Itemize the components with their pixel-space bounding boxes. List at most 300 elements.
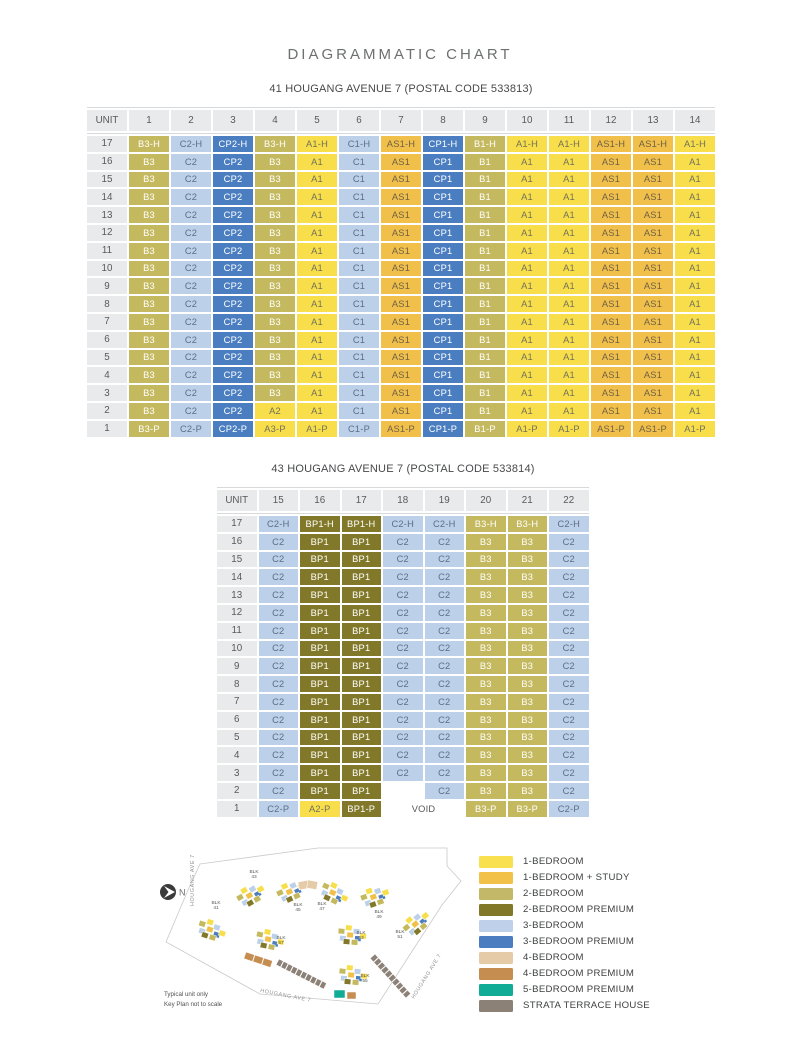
unit-cell: BP1	[300, 765, 340, 781]
unit-cell: AS1	[633, 296, 673, 312]
unit-cell: B1	[465, 207, 505, 223]
unit-cell: B3	[129, 367, 169, 383]
unit-cell: AS1-P	[591, 421, 631, 437]
block-label: BLK 43	[249, 870, 259, 881]
unit-cell: B3	[466, 587, 506, 603]
block-label: BLK 57	[276, 936, 286, 947]
legend-label: 3-BEDROOM	[523, 920, 584, 932]
legend-swatch	[479, 904, 513, 916]
unit-cell: C2	[171, 296, 211, 312]
row-label: 5	[87, 350, 127, 366]
unit-cell: AS1	[633, 385, 673, 401]
unit-cell: A1	[507, 154, 547, 170]
unit-cell: A1	[675, 332, 715, 348]
legend-label: 3-BEDROOM PREMIUM	[523, 936, 635, 948]
legend-item	[479, 968, 650, 980]
unit-cell: B1-H	[465, 136, 505, 152]
legend-item	[479, 888, 650, 900]
unit-cell: BP1	[300, 694, 340, 710]
unit-cell: A1	[675, 367, 715, 383]
unit-cell: B3	[508, 623, 548, 639]
unit-cell: BP1	[300, 534, 340, 550]
unit-cell: C1	[339, 189, 379, 205]
block-label: BLK 41	[211, 901, 221, 912]
unit-cell: B3	[466, 747, 506, 763]
unit-cell: AS1	[381, 154, 421, 170]
unit-cell: BP1-P	[342, 801, 382, 817]
unit-cell: C2	[171, 403, 211, 419]
unit-cell: VOID	[383, 801, 464, 817]
column-header: 4	[255, 110, 295, 131]
unit-cell: B1	[465, 225, 505, 241]
unit-cell: C2-P	[549, 801, 589, 817]
legend-item	[479, 1000, 650, 1012]
legend-swatch	[479, 1000, 513, 1012]
unit-cell: A1	[297, 225, 337, 241]
row-label: 14	[87, 189, 127, 205]
unit-cell: C2	[383, 587, 423, 603]
unit-cell: A1	[675, 207, 715, 223]
unit-cell: B3-H	[466, 516, 506, 532]
road-label: HOUGANG AVE 7	[190, 854, 196, 906]
unit-cell: B3	[129, 332, 169, 348]
unit-cell: C2	[259, 658, 299, 674]
row-label: 7	[87, 314, 127, 330]
unit-cell: A1	[297, 367, 337, 383]
unit-cell: B3	[466, 534, 506, 550]
unit-cell: B1	[465, 332, 505, 348]
legend-swatch	[479, 952, 513, 964]
unit-cell: C2	[549, 587, 589, 603]
north-arrow-icon	[160, 884, 186, 900]
unit-cell: AS1	[381, 350, 421, 366]
unit-cell: B3	[508, 641, 548, 657]
legend-swatch	[479, 936, 513, 948]
unit-cell: C2	[383, 569, 423, 585]
unit-cell: A1	[297, 207, 337, 223]
unit-cell: A1	[675, 172, 715, 188]
column-header: 6	[339, 110, 379, 131]
legend-label: 4-BEDROOM PREMIUM	[523, 968, 635, 980]
unit-cell: AS1	[633, 172, 673, 188]
unit-cell: A1	[507, 278, 547, 294]
unit-cell: A1	[297, 332, 337, 348]
unit-cell: A1	[297, 189, 337, 205]
row-label: 17	[217, 516, 257, 532]
unit-cell: C2	[383, 605, 423, 621]
unit-cell: B3	[508, 569, 548, 585]
unit-cell: AS1	[381, 172, 421, 188]
unit-cell: C2	[171, 314, 211, 330]
unit-cell: B1	[465, 261, 505, 277]
row-label: 15	[217, 552, 257, 568]
unit-cell: B3	[255, 278, 295, 294]
unit-cell: B3	[129, 296, 169, 312]
unit-cell: C2	[171, 278, 211, 294]
unit-cell: BP1	[342, 552, 382, 568]
unit-cell: B1	[465, 154, 505, 170]
unit-cell: CP2	[213, 261, 253, 277]
column-header: 1	[129, 110, 169, 131]
unit-cell: BP1	[300, 641, 340, 657]
row-label: 15	[87, 172, 127, 188]
unit-cell: C2	[549, 694, 589, 710]
unit-cell: C2	[171, 207, 211, 223]
unit-cell: B3	[255, 207, 295, 223]
unit-cell: C2	[171, 385, 211, 401]
unit-cell: C2	[171, 154, 211, 170]
unit-cell: CP2	[213, 278, 253, 294]
unit-cell: BP1	[342, 658, 382, 674]
unit-cell: CP2	[213, 314, 253, 330]
unit-cell: AS1	[633, 261, 673, 277]
unit-cell: B3-H	[255, 136, 295, 152]
unit-cell: A1	[507, 261, 547, 277]
unit-cell: B3	[508, 694, 548, 710]
legend-label: 1-BEDROOM	[523, 856, 584, 868]
row-label: 8	[217, 676, 257, 692]
unit-cell: B3	[129, 207, 169, 223]
unit-cell: C2-P	[259, 801, 299, 817]
unit-cell: A1	[507, 314, 547, 330]
legend-item	[479, 904, 650, 916]
unit-cell: C2	[259, 587, 299, 603]
legend-label: 5-BEDROOM PREMIUM	[523, 984, 635, 996]
unit-cell: BP1	[300, 747, 340, 763]
unit-cell: AS1	[633, 243, 673, 259]
block-label: BLK 49	[374, 910, 384, 921]
unit-cell: CP1	[423, 172, 463, 188]
unit-cell: AS1	[591, 403, 631, 419]
road-label: HOUGANG AVE 7	[410, 952, 444, 1001]
unit-cell: C2	[259, 765, 299, 781]
unit-cell: C2	[425, 765, 465, 781]
unit-cell: BP1	[300, 605, 340, 621]
unit-cell: A1	[675, 154, 715, 170]
unit-cell: CP1	[423, 207, 463, 223]
unit-cell: A1	[297, 403, 337, 419]
unit-cell: BP1	[342, 534, 382, 550]
row-label: 3	[217, 765, 257, 781]
unit-cell: B3	[508, 765, 548, 781]
unit-cell: BP1	[342, 676, 382, 692]
unit-cell: B3	[255, 261, 295, 277]
unit-cell: AS1	[381, 314, 421, 330]
unit-cell: C2	[259, 783, 299, 799]
legend-swatch	[479, 872, 513, 884]
unit-cell: BP1	[300, 676, 340, 692]
unit-cell: A3-P	[255, 421, 295, 437]
unit-cell: C2	[259, 712, 299, 728]
unit-cell: B3	[466, 658, 506, 674]
unit-cell: C2	[383, 712, 423, 728]
unit-cell: A1	[549, 350, 589, 366]
unit-cell: A1	[297, 278, 337, 294]
unit-cell: A1	[675, 243, 715, 259]
unit-cell: C2	[549, 730, 589, 746]
unit-cell: C2	[425, 623, 465, 639]
unit-cell: B3	[466, 676, 506, 692]
table-41-title: 41 HOUGANG AVENUE 7 (POSTAL CODE 533813)	[269, 83, 533, 95]
row-label: 2	[87, 403, 127, 419]
unit-cell: A1	[507, 225, 547, 241]
unit-cell: A1	[549, 261, 589, 277]
legend	[479, 856, 650, 1016]
legend-item	[479, 984, 650, 996]
unit-cell: B1	[465, 350, 505, 366]
unit-cell: C1	[339, 261, 379, 277]
unit-cell: A1	[549, 189, 589, 205]
unit-cell: A1	[507, 385, 547, 401]
block-label: BLK 53	[356, 931, 366, 942]
unit-cell: C2	[425, 694, 465, 710]
unit-cell: B3	[466, 694, 506, 710]
row-label: 16	[87, 154, 127, 170]
unit-cell: C1	[339, 207, 379, 223]
row-label: 12	[217, 605, 257, 621]
column-header: 15	[259, 490, 299, 511]
unit-cell: AS1	[381, 225, 421, 241]
legend-item	[479, 952, 650, 964]
unit-cell: C2	[259, 569, 299, 585]
unit-cell: C2	[171, 172, 211, 188]
unit-cell: B3	[255, 189, 295, 205]
unit-cell: B3	[129, 225, 169, 241]
unit-cell: C2	[171, 350, 211, 366]
unit-cell: A1	[549, 172, 589, 188]
unit-cell: A1	[675, 314, 715, 330]
unit-cell: A1	[675, 350, 715, 366]
legend-label: 4-BEDROOM	[523, 952, 584, 964]
unit-cell: B1	[465, 243, 505, 259]
unit-cell: C1	[339, 154, 379, 170]
column-header: 8	[423, 110, 463, 131]
unit-cell: A1-H	[675, 136, 715, 152]
column-header: 2	[171, 110, 211, 131]
unit-cell: C2	[549, 747, 589, 763]
unit-cell: BP1	[300, 569, 340, 585]
unit-cell: C1	[339, 172, 379, 188]
unit-cell: AS1	[591, 314, 631, 330]
unit-cell: C2-H	[259, 516, 299, 532]
row-label: 17	[87, 136, 127, 152]
unit-cell: C2	[171, 243, 211, 259]
column-header: 12	[591, 110, 631, 131]
unit-cell: B1	[465, 403, 505, 419]
unit-cell: AS1	[633, 350, 673, 366]
unit-cell: A1-P	[297, 421, 337, 437]
unit-cell: CP1	[423, 314, 463, 330]
unit-cell: A1	[297, 296, 337, 312]
row-label: 12	[87, 225, 127, 241]
legend-item	[479, 936, 650, 948]
unit-cell: A1	[507, 189, 547, 205]
table-43-header-row	[217, 487, 589, 511]
unit-cell: AS1-P	[633, 421, 673, 437]
row-label: 1	[87, 421, 127, 437]
unit-cell: A1	[549, 296, 589, 312]
unit-cell: AS1-H	[381, 136, 421, 152]
page-title: DIAGRAMMATIC CHART	[287, 46, 513, 63]
column-header: 21	[508, 490, 548, 511]
unit-cell: AS1	[591, 189, 631, 205]
legend-label: 1-BEDROOM + STUDY	[523, 872, 630, 884]
row-label: 11	[87, 243, 127, 259]
row-label: 3	[87, 385, 127, 401]
unit-cell: B3-P	[129, 421, 169, 437]
unit-cell: BP1	[342, 569, 382, 585]
unit-cell: CP2	[213, 403, 253, 419]
unit-cell: A1	[549, 332, 589, 348]
unit-cell: CP2	[213, 296, 253, 312]
unit-cell: C2	[425, 587, 465, 603]
unit-cell: CP1-P	[423, 421, 463, 437]
unit-cell: AS1-H	[633, 136, 673, 152]
unit-cell: C1-H	[339, 136, 379, 152]
unit-cell: C2	[425, 658, 465, 674]
unit-cell: B3	[255, 225, 295, 241]
unit-cell: B1	[465, 296, 505, 312]
unit-cell: C2	[549, 765, 589, 781]
unit-cell: CP2	[213, 154, 253, 170]
unit-cell: AS1	[633, 207, 673, 223]
unit-cell: A1	[549, 207, 589, 223]
unit-cell: AS1	[381, 385, 421, 401]
legend-item	[479, 920, 650, 932]
unit-cell: C2	[549, 676, 589, 692]
unit-cell: CP1	[423, 403, 463, 419]
unit-cell: B3	[255, 314, 295, 330]
unit-cell: C1	[339, 367, 379, 383]
unit-cell: CP1	[423, 367, 463, 383]
unit-cell: C2	[383, 534, 423, 550]
legend-swatch	[479, 920, 513, 932]
legend-item	[479, 856, 650, 868]
legend-swatch	[479, 968, 513, 980]
unit-cell: A1	[675, 403, 715, 419]
unit-cell: B3	[508, 587, 548, 603]
unit-cell: AS1	[381, 243, 421, 259]
unit-header-cell: UNIT	[217, 490, 257, 511]
unit-cell: B3	[466, 569, 506, 585]
unit-cell	[383, 783, 423, 799]
unit-cell: AS1	[633, 332, 673, 348]
unit-cell: C2	[383, 747, 423, 763]
unit-cell: AS1	[591, 154, 631, 170]
unit-cell: C2	[425, 605, 465, 621]
unit-cell: B3	[129, 350, 169, 366]
unit-cell: B3	[466, 730, 506, 746]
unit-cell: A1	[675, 278, 715, 294]
unit-cell: CP1	[423, 189, 463, 205]
unit-cell: C1-P	[339, 421, 379, 437]
unit-cell: C2	[259, 605, 299, 621]
keyplan-note: Typical unit only	[164, 991, 209, 998]
table-41-body	[87, 133, 715, 437]
row-label: 6	[87, 332, 127, 348]
unit-cell: CP1	[423, 225, 463, 241]
keyplan-accent-block	[307, 880, 318, 890]
column-header: 5	[297, 110, 337, 131]
table-43-title: 43 HOUGANG AVENUE 7 (POSTAL CODE 533814)	[271, 463, 535, 475]
row-label: 10	[217, 641, 257, 657]
unit-cell: C2	[171, 332, 211, 348]
unit-cell: AS1	[381, 367, 421, 383]
block-label: BLK 55	[360, 974, 370, 985]
unit-cell: B3	[466, 623, 506, 639]
road-label: HOUGANG AVE 7	[259, 988, 312, 1004]
unit-cell: A1	[507, 332, 547, 348]
unit-cell: C2	[549, 605, 589, 621]
unit-cell: AS1	[381, 403, 421, 419]
unit-cell: BP1	[300, 552, 340, 568]
unit-cell: C2	[259, 676, 299, 692]
column-header: 16	[300, 490, 340, 511]
unit-cell: A1	[549, 314, 589, 330]
unit-cell: A1	[297, 350, 337, 366]
unit-cell: C2	[425, 534, 465, 550]
row-label: 9	[87, 278, 127, 294]
unit-cell: C2-H	[171, 136, 211, 152]
unit-cell: B3	[129, 189, 169, 205]
unit-cell: BP1	[300, 712, 340, 728]
row-label: 5	[217, 730, 257, 746]
unit-cell: B3	[466, 783, 506, 799]
row-label: 4	[87, 367, 127, 383]
unit-cell: C2	[549, 783, 589, 799]
unit-cell: A1	[507, 172, 547, 188]
legend-label: 2-BEDROOM PREMIUM	[523, 904, 635, 916]
legend-item	[479, 872, 650, 884]
unit-cell: CP2	[213, 350, 253, 366]
unit-cell: A1-P	[507, 421, 547, 437]
unit-cell: C2	[425, 730, 465, 746]
unit-cell: B3	[508, 712, 548, 728]
unit-cell: C2	[171, 261, 211, 277]
unit-cell: BP1	[342, 783, 382, 799]
unit-cell: CP2	[213, 172, 253, 188]
column-header: 19	[425, 490, 465, 511]
unit-cell: A1	[675, 296, 715, 312]
unit-cell: AS1	[591, 367, 631, 383]
unit-cell: CP1	[423, 385, 463, 401]
unit-cell: B3	[508, 783, 548, 799]
block-label: BLK 45	[293, 903, 303, 914]
unit-cell: A1	[549, 403, 589, 419]
column-header: 10	[507, 110, 547, 131]
unit-cell: AS1	[633, 278, 673, 294]
unit-cell: CP2	[213, 367, 253, 383]
unit-cell: B3	[466, 605, 506, 621]
block-label: BLK 51	[395, 930, 405, 941]
unit-cell: CP1	[423, 278, 463, 294]
unit-cell: CP1	[423, 243, 463, 259]
unit-cell: CP2	[213, 207, 253, 223]
unit-cell: B3	[255, 172, 295, 188]
unit-cell: CP2	[213, 385, 253, 401]
unit-cell: B1	[465, 367, 505, 383]
unit-cell: C1	[339, 403, 379, 419]
unit-cell: BP1	[342, 694, 382, 710]
unit-cell: B3-P	[508, 801, 548, 817]
unit-cell: B1	[465, 385, 505, 401]
unit-cell: C1	[339, 225, 379, 241]
unit-cell: C2-H	[549, 516, 589, 532]
unit-cell: B3	[508, 534, 548, 550]
unit-cell: C2	[259, 641, 299, 657]
unit-cell: C1	[339, 350, 379, 366]
unit-cell: AS1	[591, 207, 631, 223]
